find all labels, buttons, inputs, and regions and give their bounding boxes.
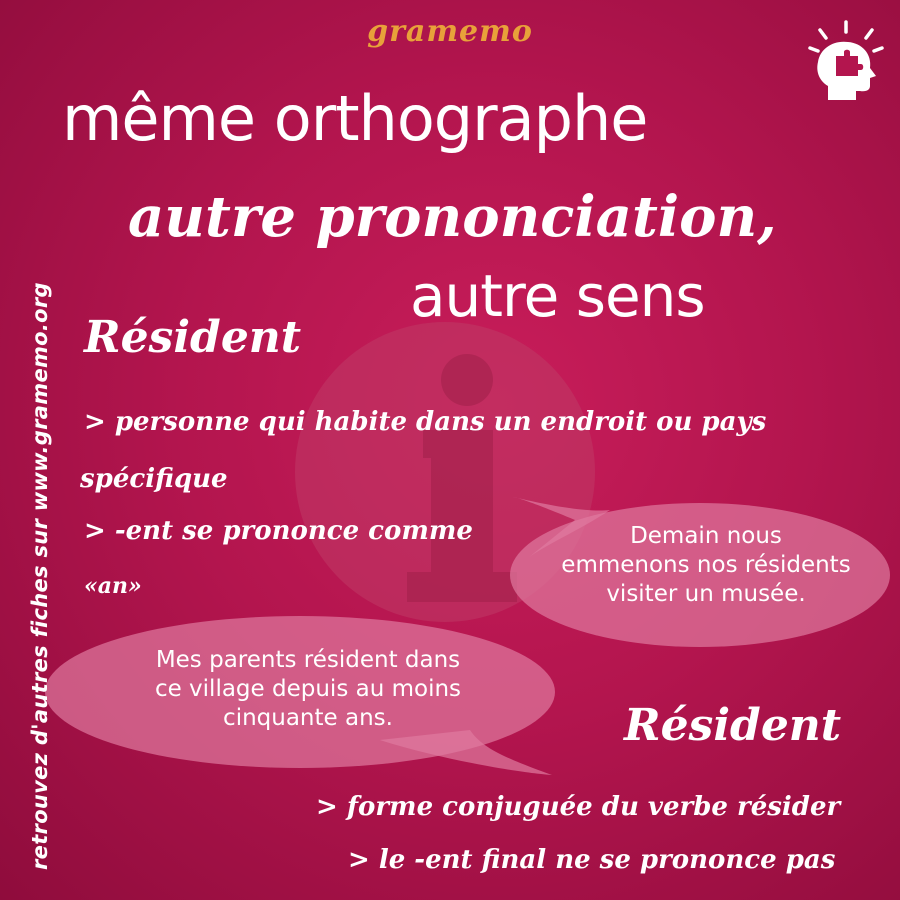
title-line-2: autre prononciation, xyxy=(128,184,777,250)
entry-one-word: Résident xyxy=(84,312,302,363)
entry-two-word: Résident xyxy=(624,700,842,751)
example-two-line: cinquante ans. xyxy=(223,705,393,731)
title-line-3: autre sens xyxy=(410,262,705,330)
entry-two-definition: > forme conjuguée du verbe résider xyxy=(316,792,841,822)
entry-two-pronunciation: > le -ent final ne se prononce pas xyxy=(348,845,836,875)
example-one-line: visiter un musée. xyxy=(606,581,806,607)
title-line-1: même orthographe xyxy=(62,82,648,155)
example-two-line: Mes parents résident dans xyxy=(155,647,461,673)
entry-one-pronunciation-line-1: > -ent se prononce comme xyxy=(84,516,473,546)
example-two-line: ce village depuis au moins xyxy=(154,676,462,702)
example-two xyxy=(108,646,508,733)
brand-logo: gramemo xyxy=(367,14,533,49)
example-one xyxy=(536,522,876,609)
example-one-line: Demain nous xyxy=(630,523,782,549)
entry-one-definition-line-1: > personne qui habite dans un endroit ou pays xyxy=(84,407,767,437)
website-note: retrouvez d'autres fiches sur www.gramemo.org xyxy=(28,282,52,870)
entry-one-definition-line-2: spécifique xyxy=(80,464,228,494)
example-one-line: emmenons nos résidents xyxy=(561,552,851,578)
entry-one-pronunciation-line-2: «an» xyxy=(84,573,142,599)
